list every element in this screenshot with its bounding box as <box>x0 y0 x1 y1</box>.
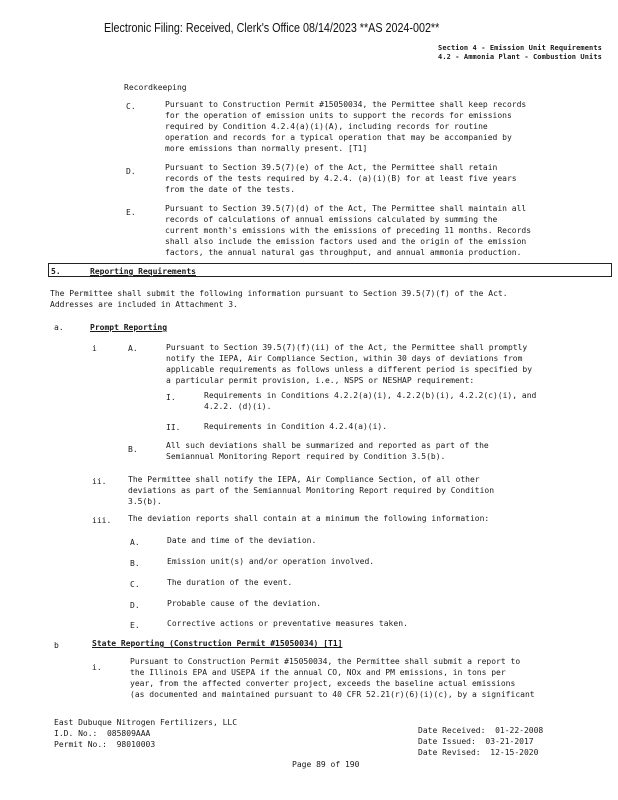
item-B-label: B. <box>128 445 138 454</box>
section-intro: The Permittee shall submit the following information pursuant to Section 39.5(7)(f) of the Act. Addresses are included in Attachment 3. <box>50 289 508 309</box>
item-A-label: A. <box>128 344 138 353</box>
list-item-text: Date and time of the deviation. <box>167 536 317 545</box>
recordkeeping-item-label: E. <box>126 208 136 217</box>
section-number: 5. <box>51 267 61 276</box>
recordkeeping-item-text: Pursuant to Section 39.5(7)(d) of the Act, The Permittee shall maintain all records of calculations of annual emissions calculated by summing the current month's emissions with the emissions of preceding 11 months. Records shall also include the emission factors used and the origin of the emission factors, the annual natural gas throughput, and annual ammonia production. <box>165 204 532 257</box>
part-b-item-i-label: i. <box>92 663 102 672</box>
recordkeeping-item-text: Pursuant to Construction Permit #15050034, the Permittee shall keep records for the operation of emission units to support the records for emissions required by Condition 4.2.4(a)(i)(A), including records for routine operation and records for a typical operation that may be accompanied by more emissions than normally present. [T1] <box>165 100 527 153</box>
item-iii-label: iii. <box>92 516 112 525</box>
part-a-title: Prompt Reporting <box>90 323 168 332</box>
item-A-text: Pursuant to Section 39.5(7)(f)(ii) of the Act, the Permittee shall promptly notify the IEPA, Air Compliance Section, within 30 days of deviations from applicable requirements as follows unless a different period is specified by a particular permit provision, i.e., NSPS or NESHAP requirement: <box>166 343 533 385</box>
part-b-label: b <box>54 641 59 650</box>
item-ii-label: ii. <box>92 477 107 486</box>
part-b-title: State Reporting (Construction Permit #15050034) [T1] <box>92 639 343 648</box>
footer-id: I.D. No.: 085809AAA <box>54 729 151 738</box>
sub-II-label: II. <box>166 423 181 432</box>
list-item-text: Emission unit(s) and/or operation involved. <box>167 557 375 566</box>
list-item-label: B. <box>130 559 140 568</box>
item-ii-text: The Permittee shall notify the IEPA, Air Compliance Section, of all other deviations as part of the Semiannual Monitoring Report required by Condition 3.5(b). <box>128 475 495 506</box>
sub-II-text: Requirements in Condition 4.2.4(a)(i). <box>204 422 388 431</box>
footer-company: East Dubuque Nitrogen Fertilizers, LLC <box>54 718 238 727</box>
section-title: Reporting Requirements <box>90 267 196 276</box>
recordkeeping-item-label: C. <box>126 102 136 111</box>
list-item-text: Corrective actions or preventative measures taken. <box>167 619 408 628</box>
recordkeeping-item-text: Pursuant to Section 39.5(7)(e) of the Act, the Permittee shall retain records of the tests required by 4.2.4. (a)(i)(B) for at least five years from the date of the tests. <box>165 163 517 194</box>
recordkeeping-heading: Recordkeeping <box>124 83 187 92</box>
item-i-label: i <box>92 344 97 353</box>
list-item-label: C. <box>130 580 140 589</box>
list-item-text: The duration of the event. <box>167 578 293 587</box>
list-item-label: D. <box>130 601 140 610</box>
footer-date-issued: Date Issued: 03-21-2017 <box>418 737 534 746</box>
footer-date-revised: Date Revised: 12-15-2020 <box>418 748 539 757</box>
footer-permit: Permit No.: 98010003 <box>54 740 156 749</box>
section-header-line1: Section 4 - Emission Unit Requirements <box>438 44 602 52</box>
list-item-label: E. <box>130 621 140 630</box>
filing-stamp: Electronic Filing: Received, Clerk's Office 08/14/2023 **AS 2024-002** <box>104 21 440 35</box>
recordkeeping-item-label: D. <box>126 167 136 176</box>
page-number: Page 89 of 190 <box>292 760 360 769</box>
list-item-text: Probable cause of the deviation. <box>167 599 322 608</box>
part-a-label: a. <box>54 323 64 332</box>
item-iii-text: The deviation reports shall contain at a minimum the following information: <box>128 514 490 523</box>
section-header-line2: 4.2 - Ammonia Plant - Combustion Units <box>438 53 602 61</box>
item-B-text: All such deviations shall be summarized and reported as part of the Semiannual Monitoring Report required by Condition 3.5(b). <box>166 441 489 461</box>
footer-date-received: Date Received: 01-22-2008 <box>418 726 544 735</box>
sub-I-text: Requirements in Conditions 4.2.2(a)(i), 4.2.2(b)(i), 4.2.2(c)(i), and 4.2.2. (d)(i). <box>204 391 537 411</box>
sub-I-label: I. <box>166 393 176 402</box>
part-b-item-i-text: Pursuant to Construction Permit #15050034, the Permittee shall submit a report to the Illinois EPA and USEPA if the annual CO, NOx and PM emissions, in tons per year, from the affected converter project, exceeds the baseline actual emissions (as documented and maintained pursuant to 40 CFR 52.21(r)(6)(i)(c), by a significant <box>130 657 535 699</box>
list-item-label: A. <box>130 538 140 547</box>
